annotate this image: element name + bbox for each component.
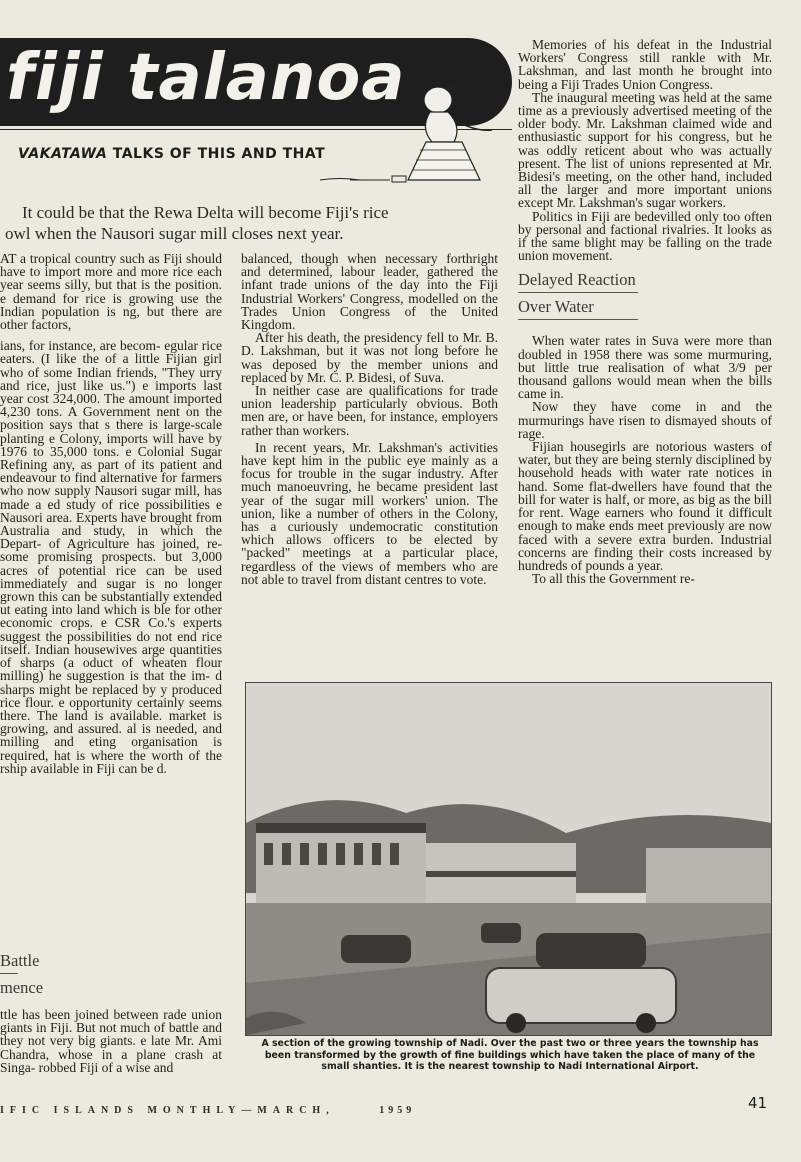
subheading-delayed-reaction: Delayed Reaction [518, 270, 636, 290]
col3-paragraph-5: Now they have come in and the murmurings have risen to dismayed shouts of rage. [518, 399, 772, 441]
col2-paragraph-4: In recent years, Mr. Lakshman's activities have kept him in the public eye mainly as a focus for trouble in the sugar industry. After much manoeuvring, he became president last year of the sugar mill workers' union. The union, like a number of others in the Colony, has a curiously undemocratic constitution which allows officers to be elected by "packed" meetings at a particular place, regardless of the views of members who are not able to travel from distant centres to vote. [241, 439, 498, 587]
subheading-rule [518, 292, 638, 293]
col2-paragraph-2: After his death, the presidency fell to Mr. B. D. Lakshman, but it was not long before he was deposed by the member unions and replaced by Mr. C. P. Bidesi, of Suva. [241, 330, 498, 385]
column-byline [18, 146, 325, 162]
woman-figure-icon [320, 80, 510, 185]
col3-paragraph-2: The inaugural meeting was held at the same time as a previously advertised meeting of the older body. Mr. Lakshman claimed wide and enthusiastic support for his congress, but he was oddly reticent about who was actually present. The list of unions represented at Mr. Bidesi's meeting, on the other hand, included all the larger and more important unions except Mr. Lakshman's sugar workers. [518, 89, 772, 211]
col1-paragraph-1: AT a tropical country such as Fiji should have to import more and more rice each year seems silly, but that is the position. e demand for rice is growing use the Indian population is ng, but there are other factors, [0, 252, 222, 333]
col1-paragraph-3: ttle has been joined between rade union giants in Fiji. But not much of battle and they not very big giants. e late Mr. Ami Chandra, whose in a plane crash at Singa- robbed Fiji of a wise and [0, 1007, 222, 1075]
col2-paragraph-3: In neither case are qualifications for trade union leadership particularly obvious. Both men are, or have been, for instance, employers rather than workers. [241, 383, 498, 438]
col2-paragraph-1: balanced, though when necessary forthright and determined, labour leader, gathered the infant trade unions of the day into the Fiji Industrial Workers' Congress, modelled on the Trades Union Congress of the United Kingdom. [241, 252, 498, 333]
subheading-over-water: Over Water [518, 297, 594, 317]
masthead-title: fiji talanoa [6, 41, 406, 115]
standfirst [0, 202, 505, 244]
byline-name: VAKATAWA [18, 146, 108, 162]
col3-paragraph-3: Politics in Fiji are bedevilled only too often by personal and factional rivalries. It looks as if the same blight may be falling on the trade union movement. [518, 208, 772, 264]
col3-paragraph-1: Memories of his defeat in the Industrial Workers' Congress still rankle with Mr. Lakshman, and last month he brought into being a Fiji Trades Union Congress. [518, 38, 772, 92]
byline-text: TALKS OF THIS AND THAT [112, 146, 326, 162]
subheading-battle: Battle [0, 951, 40, 970]
footer-masthead: IFIC ISLANDS MONTHLY—MARCH, [0, 1105, 335, 1116]
subheading-rule [0, 973, 18, 974]
col1-paragraph-2: ians, for instance, are becom- egular rice eaters. (I like the of a little Fijian girl who of some Indian friends, "They urry and rice, just like us.") e imports last year cost 324,000. The amount imported 4,230 tons. A Government nent on the position says that s there is large-scale planting e Colony, imports will have by 1976 to 35,000 tons. e Colonial Sugar Refining any, as part of its patient and endeavour to find alternative for farmers who now supply Nausori sugar mill, has made a ed study of rice possibilities e Nausori area. Experts have brought from Australia and study, in which the Depart- of Agriculture has joined, re- some promising prospects. but 3,000 acres of potential rice can be used immediately and sugar is no longer grown this can be substantially extended ut eating into land which is ble for other economic crops. e CSR Co.'s experts suggest the possibilities do not end rice itself. Indian housewives arge quantities of sharps (a oduct of wheaten flour milling) he suggestion is that the im- d sharps might be replaced by y produced rice flour. e opportunity certainly seems there. The land is available. market is growing, and assured. al is needed, and milling and eting organisation is required, hat is where the worth of the rship available in Fiji can be d. [0, 338, 222, 776]
col3-paragraph-7: To all this the Government re- [532, 571, 695, 587]
article-column-2 [241, 252, 498, 676]
page-number: 41 [748, 1094, 768, 1112]
col3-paragraph-6: Fijian housegirls are notorious wasters of water, but they are being sternly disciplined by household heads with water rate notices in hand. Some flat-dwellers have found that the bill for water is half, or more, as big as the bill for rent. Wage earners who found it difficult enough to make ends meet previously are now faced with a severe extra burden. Industrial concerns are finding their costs increased by hundreds of pounds a year. [518, 439, 772, 573]
subheading-commence: mence [0, 978, 44, 997]
standfirst-line-2: owl when the Nausori sugar mill closes next year. [5, 224, 344, 243]
standfirst-line-1: It could be that the Rewa Delta will become Fiji's rice [22, 203, 389, 222]
page-footer [0, 1105, 480, 1116]
article-column-1 [0, 252, 222, 952]
street-photo [245, 682, 772, 1036]
battle-section [0, 945, 222, 1090]
col3-paragraph-4: When water rates in Suva were more than doubled in 1958 there was some murmuring, but little true realisation of what 3/9 per thousand gallons would mean when the bills came in. [518, 333, 772, 402]
subheading-rule [518, 319, 638, 320]
footer-year: 1959 [379, 1105, 416, 1116]
photo-caption: A section of the growing township of Nadi. Over the past two or three years the township has been transformed by the growth of fine buildings which have taken the place of many of the small shanties. It is the nearest township to Nadi International Airport. [261, 1038, 759, 1072]
article-column-3 [518, 38, 772, 678]
